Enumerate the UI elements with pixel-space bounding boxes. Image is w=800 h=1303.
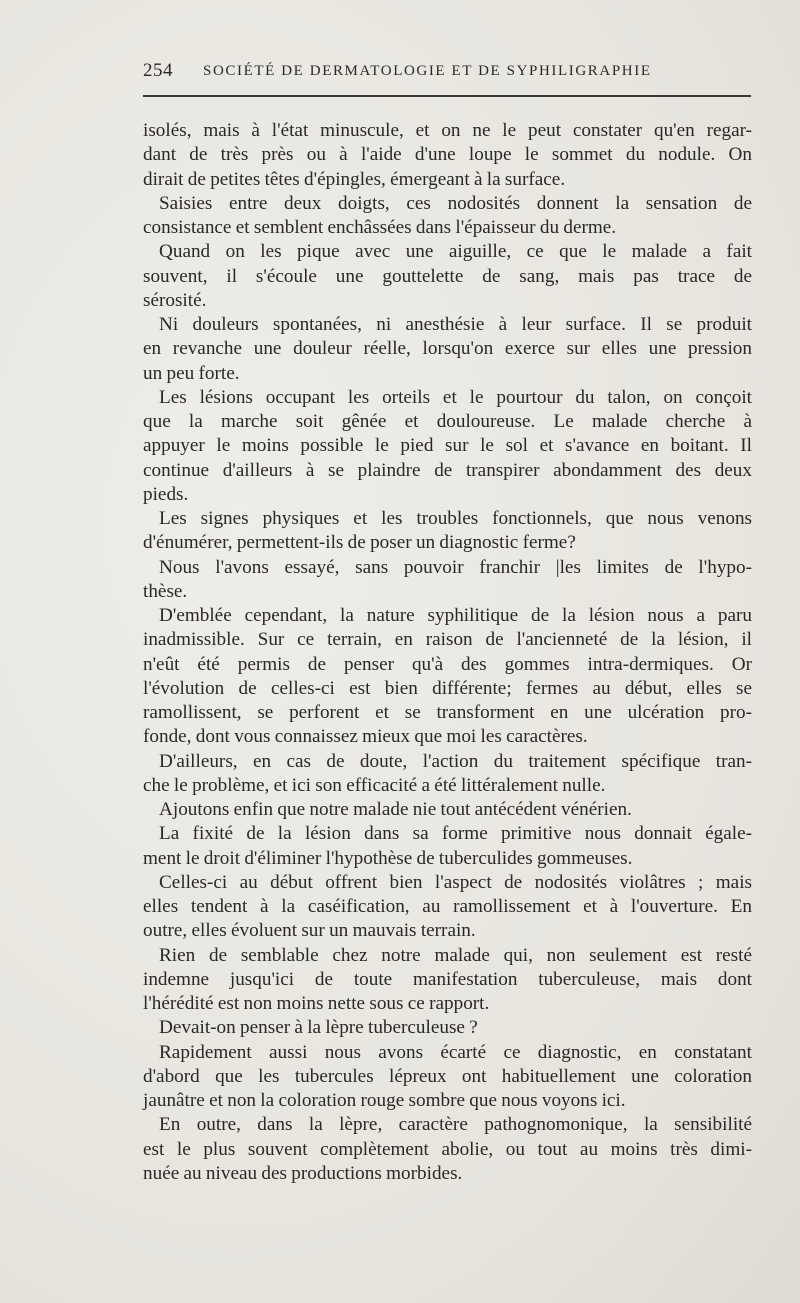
text-line: fonde, dont vous connaissez mieux que moi les caractères.	[143, 726, 588, 748]
paragraph	[143, 119, 752, 192]
text-line: Ni douleurs spontanées, ni anesthésie à leur surface. Il se produit	[159, 314, 752, 335]
text-line: pieds.	[143, 483, 189, 505]
text-line: Les signes physiques et les troubles fonctionnels, que nous venons	[159, 508, 752, 529]
text-line: d'énumérer, permettent-ils de poser un diagnostic ferme?	[143, 532, 576, 554]
running-header	[143, 58, 753, 88]
paragraph	[143, 1041, 752, 1114]
text-line: La fixité de la lésion dans sa forme primitive nous donnait égale-	[159, 823, 752, 845]
paragraph	[143, 1016, 752, 1040]
text-line: en revanche une douleur réelle, lorsqu'on exerce sur elles une pression	[143, 338, 752, 360]
text-line: un peu forte.	[143, 362, 240, 384]
text-line: continue d'ailleurs à se plaindre de transpirer abondamment des deux	[143, 459, 752, 481]
text-line: thèse.	[143, 580, 188, 602]
text-line: Nous l'avons essayé, sans pouvoir franchir |les limites de l'hypo-	[159, 556, 752, 578]
body-text	[143, 119, 752, 1186]
text-line: indemne jusqu'ici de toute manifestation tuberculeuse, mais dont	[143, 968, 752, 990]
paragraph	[143, 871, 752, 944]
text-line: dant de très près ou à l'aide d'une loupe le sommet du nodule. On	[143, 144, 752, 166]
text-line: ramollissent, se perforent et se transforment en une ulcération pro-	[143, 702, 752, 723]
header-rule	[143, 95, 751, 97]
paragraph	[143, 1113, 752, 1186]
text-line: elles tendent à la caséification, au ramollissement et à l'ouverture. En	[143, 896, 752, 917]
text-line: est le plus souvent complètement abolie, ou tout au moins très dimi-	[143, 1138, 752, 1160]
paragraph	[143, 240, 752, 313]
text-line: Rien de semblable chez notre malade qui, non seulement est resté	[159, 944, 752, 966]
text-line: sérosité.	[143, 289, 207, 311]
text-line: isolés, mais à l'état minuscule, et on ne le peut constater qu'en regar-	[143, 120, 752, 141]
text-line: jaunâtre et non la coloration rouge sombre que nous voyons ici.	[143, 1090, 626, 1111]
text-line: Saisies entre deux doigts, ces nodosités donnent la sensation de	[159, 192, 752, 214]
text-line: souvent, il s'écoule une gouttelette de sang, mais pas trace de	[143, 265, 752, 287]
text-line: inadmissible. Sur ce terrain, en raison de l'ancienneté de la lésion, il	[143, 629, 752, 651]
text-line: Quand on les pique avec une aiguille, ce que le malade a fait	[159, 241, 752, 263]
text-line: Celles-ci au début offrent bien l'aspect de nodosités violâtres ; mais	[159, 871, 752, 893]
paragraph	[143, 798, 752, 822]
paragraph	[143, 556, 752, 605]
text-line: nuée au niveau des productions morbides.	[143, 1162, 463, 1184]
paragraph	[143, 822, 752, 871]
paragraph	[143, 386, 752, 507]
text-line: che le problème, et ici son efficacité a été littéralement nulle.	[143, 774, 606, 796]
text-line: que la marche soit gênée et douloureuse. Le malade cherche à	[143, 411, 752, 432]
paragraph	[143, 604, 752, 750]
text-line: outre, elles évoluent sur un mauvais terrain.	[143, 920, 476, 942]
text-line: Devait-on penser à la lèpre tuberculeuse ?	[159, 1017, 478, 1039]
text-line: Les lésions occupant les orteils et le pourtour du talon, on conçoit	[159, 386, 752, 408]
text-line: d'abord que les tubercules lépreux ont habituellement une coloration	[143, 1065, 752, 1087]
paragraph	[143, 507, 752, 556]
text-line: n'eût été permis de penser qu'à des gommes intra-dermiques. Or	[143, 653, 752, 675]
text-line: En outre, dans la lèpre, caractère pathognomonique, la sensibilité	[159, 1114, 752, 1136]
text-line: Ajoutons enfin que notre malade nie tout antécédent vénérien.	[159, 799, 632, 820]
text-line: consistance et semblent enchâssées dans l'épaisseur du derme.	[143, 217, 617, 238]
page-number: 254	[143, 60, 173, 81]
text-line: D'emblée cependant, la nature syphilitique de la lésion nous a paru	[159, 605, 752, 626]
paragraph	[143, 750, 752, 799]
running-title: SOCIÉTÉ DE DERMATOLOGIE ET DE SYPHILIGRAPHIE	[203, 63, 652, 79]
text-line: appuyer le moins possible le pied sur le sol et s'avance en boitant. Il	[143, 435, 752, 457]
text-line: l'évolution de celles-ci est bien différente; fermes au début, elles se	[143, 677, 752, 699]
text-line: Rapidement aussi nous avons écarté ce diagnostic, en constatant	[159, 1041, 752, 1063]
paragraph	[143, 944, 752, 1017]
text-line: dirait de petites têtes d'épingles, émergeant à la surface.	[143, 168, 566, 190]
text-line: ment le droit d'éliminer l'hypothèse de tuberculides gommeuses.	[143, 847, 633, 869]
text-line: D'ailleurs, en cas de doute, l'action du traitement spécifique tran-	[159, 750, 752, 772]
text-line: l'hérédité est non moins nette sous ce rapport.	[143, 993, 490, 1014]
paragraph	[143, 313, 752, 386]
paragraph	[143, 192, 752, 241]
